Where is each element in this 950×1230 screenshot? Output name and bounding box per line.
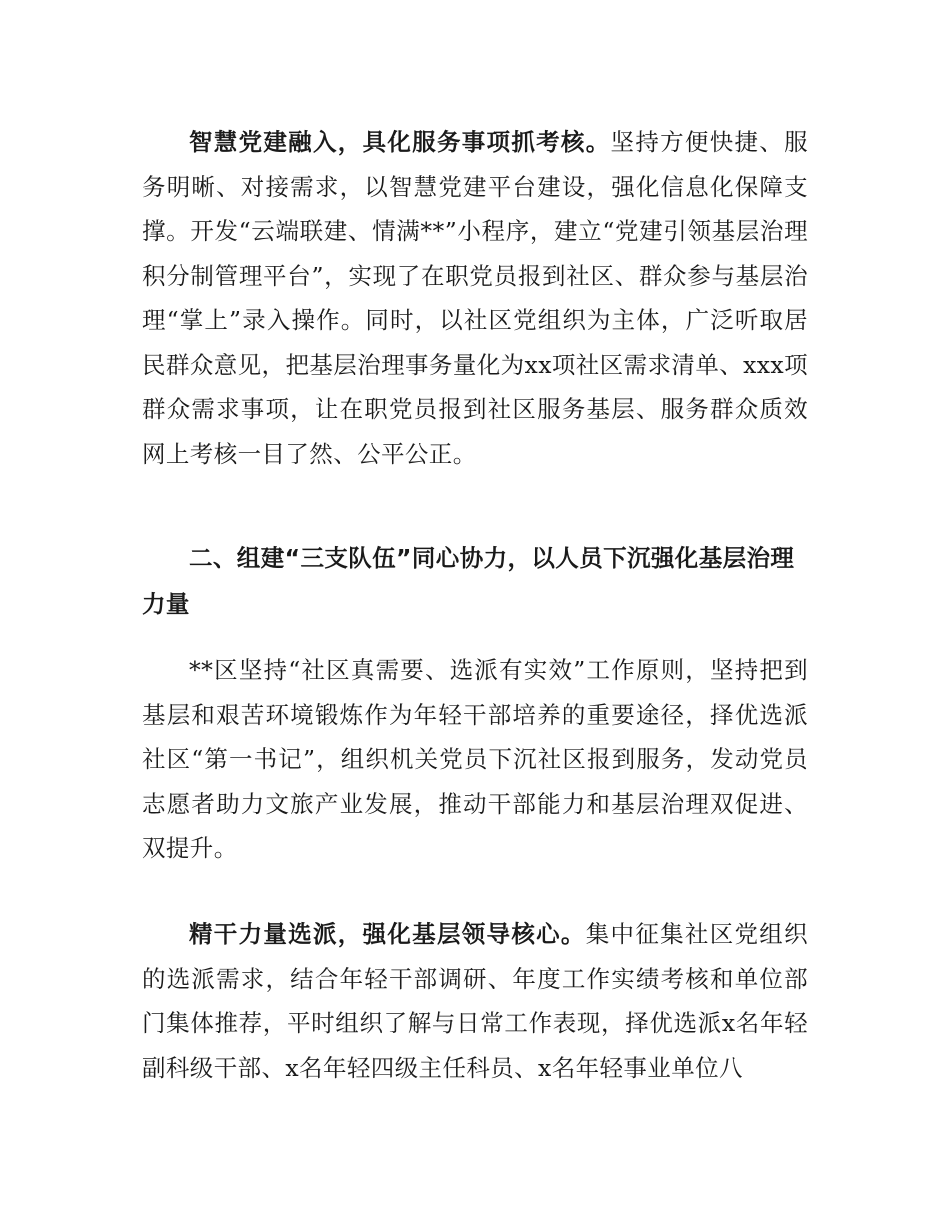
paragraph-select-talent [142, 912, 808, 1090]
paragraph-body: 坚持方便快捷、服务明晰、对接需求，以智慧党建平台建设，强化信息化保障支撑。开发“云端联建、情满**”小程序，建立“党建引领基层治理积分制管理平台”，实现了在职党员报到社区、群众参与基层治理“掌上”录入操作。同时，以社区党组织为主体，广泛听取居民群众意见，把基层治理事务量化为xx项社区需求清单、xxx项群众需求事项，让在职党员报到社区服务基层、服务群众质效网上考核一目了然、公平公正。 [142, 128, 808, 468]
paragraph-lead-title: 智慧党建融入，具化服务事项抓考核。 [189, 128, 611, 156]
paragraph-lead-title: 精干力量选派，强化基层领导核心。 [189, 920, 586, 948]
section-heading-2: 二、组建“三支队伍”同心协力，以人员下沉强化基层治理力量 [142, 544, 795, 618]
paragraph-smart-party-building [142, 120, 808, 476]
paragraph-body: **区坚持“社区真需要、选派有实效”工作原则，坚持把到基层和艰苦环境锻炼作为年轻干部培养的重要途径，择优选派社区“第一书记”，组织机关党员下沉社区报到服务，发动党员志愿者助力文旅产业发展，推动干部能力和基层治理双促进、双提升。 [142, 656, 808, 862]
paragraph-section-2-intro [142, 648, 808, 871]
paragraph-body: 集中征集社区党组织的选派需求，结合年轻干部调研、年度工作实绩考核和单位部门集体推荐，平时组织了解与日常工作表现，择优选派x名年轻副科级干部、x名年轻四级主任科员、x名年轻事业单位八 [142, 920, 808, 1082]
